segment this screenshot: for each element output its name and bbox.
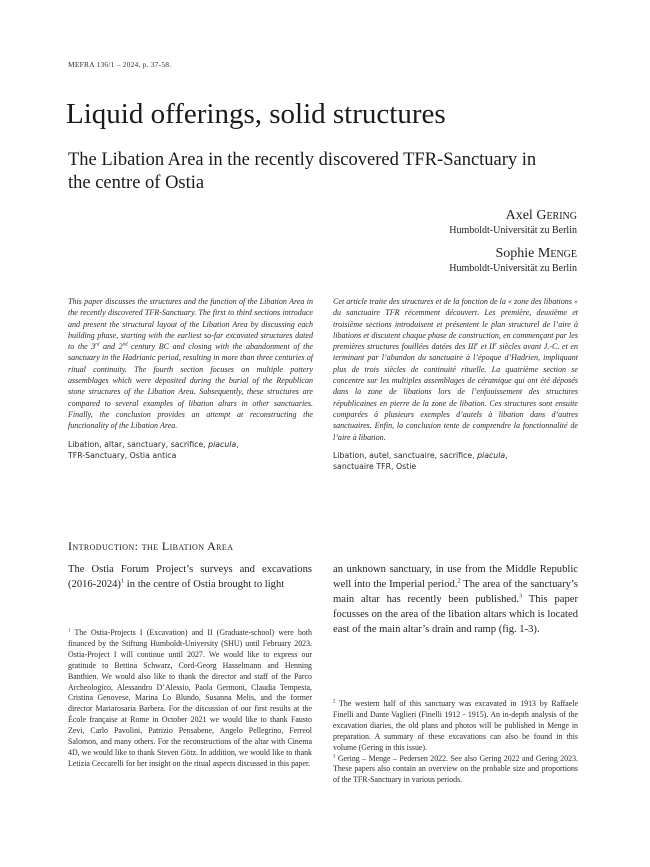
section-heading: Introduction: the Libation Area <box>68 539 234 553</box>
keywords-french: Libation, autel, sanctuaire, sacrifice, piacula, sanctuaire TFR, Ostie <box>333 450 508 472</box>
abstract-french-text: Cet article traite des structures et de la fonction de la « zone des libations » du sanctuaire TFR récemment découvert. Les première, deuxième et troisième sections introduisent et présentent le plan structurel de l’aire à libations et discutent chaque phase de construction, en commençant par les premières structures fouillées datées des IIIe et IIe siècles avant J.-C. et en terminant par l’abandon du sanctuaire à l’époque d’Hadrien, impliquant plus de trois siècles de continuité rituelle. La quatrième section se concentre sur les multiples assemblages de céramique qui ont été déposés dans la zone de libations lors de l’enfouissement des structures républicaines en pierre de la zone de libation. Ces structures sont ensuite comparées à plusieurs exemples d’autels à libation dans d’autres sanctuaires. Enfin, la conclusion tente de comprendre la fonctionnalité de l’aire à libation. <box>333 297 578 442</box>
footnotes-right <box>333 699 578 786</box>
abstract-english <box>68 296 313 461</box>
abstract-french <box>333 296 578 472</box>
article-title: Liquid offerings, solid structures <box>66 98 446 130</box>
author-1 <box>449 208 577 238</box>
article-subtitle: The Libation Area in the recently discovered TFR-Sanctuary in the centre of Ostia <box>68 150 537 193</box>
footnote-2: $^2$ The western half of this sanctuary was excavated in 1913 by Raffaele Finelli and Dante Vaglieri (Finelli 1912 - 1915). An in-depth analysis of the excavation diaries, the old plans and photos will be published in Menge in preparation. A summary of these excavations can also be found in this volume (Gering in this issue). <box>333 699 578 752</box>
author-2 <box>449 246 577 276</box>
author-1-affiliation: Humboldt-Universität zu Berlin <box>449 225 577 236</box>
author-2-affiliation: Humboldt-Universität zu Berlin <box>449 263 577 274</box>
author-1-last: Gering <box>536 208 577 223</box>
keywords-english: Libation, altar, sanctuary, sacrifice, piacula, TFR-Sanctuary, Ostia antica <box>68 439 239 460</box>
author-1-first: Axel <box>505 208 533 223</box>
footnote-1: $^1$ The Ostia-Projects I (Excavation) and II (Graduate-school) were both financed by the Stiftung Humboldt-University (SHU) until February 2023. Ostia-Project I will continue until 2027. We would like to express our gratitude to Bettina Schwarz, Cord-Georg Hasselmann and Henning Banthien. We would also like to thank the director and staff of the Parco Archeologico, Alessandro D’Alessio, Paola Germoni, Claudia Tempesta, Cristina Genovese, Marina Lo Blundo, Susanna Melis, and the former director Mariarosaria Barbera. For the discussion of our first results at the École française at Rome in October 2021 we would like to thank Fausto Zevi, Carlo Pavolini, Patrizio Pensabene, Angelo Pellegrino, Ferreol Salomon, and many others. For the reconstructions of the altar with Cinema 4D, we would like to thank Steven Götz. In addition, we would like to thank Letizia Ceccarelli for her insight on the ritual aspects discussed in this paper. <box>68 628 312 768</box>
author-2-first: Sophie <box>495 246 535 261</box>
body-text-left: The Ostia Forum Project’s surveys and excavations (2016-2024)$^1$ in the centre of Ostia brought to light <box>68 564 312 590</box>
journal-citation: MEFRA 136/1 – 2024, p. 37-58. <box>68 60 172 69</box>
author-2-last: Menge <box>537 246 577 261</box>
footnote-3: $^3$ Gering – Menge – Pedersen 2022. See also Gering 2022 and Gering 2023. These papers also contain an overview on the probable size and proportions of the TFR-Sanctuary in various periods. <box>333 753 578 785</box>
abstract-english-text: This paper discusses the structures and the function of the Libation Area in the recently discovered TFR-Sanctuary. The first to third sections introduce and present the structural layout of the Libation Area by discussing each building phase, starting with the earliest so-far excavated structures dated to the 3rd and 2nd century BC and closing with the abandonment of the sanctuary in the Hadrianic period, resulting in more than three centuries of ritual continuity. The fourth section focuses on multiple pottery assemblages which were deposited during the burial of the Republican stone structures of the Libation Area. Subsequently, these structures are compared to several examples of libation altars in other sanctuaries. Finally, the conclusion provides an attempt at reconstructing the functionality of the Libation Area. <box>68 297 313 431</box>
body-text-right: an unknown sanctuary, in use from the Middle Republic well into the Imperial period.$^2$ The area of the sanctuary’s main altar has recently been published.$^3$ This paper focusses on the area of the libation altars which is located east of the main altar’s drain and ramp (fig. 1-3). <box>333 564 578 635</box>
